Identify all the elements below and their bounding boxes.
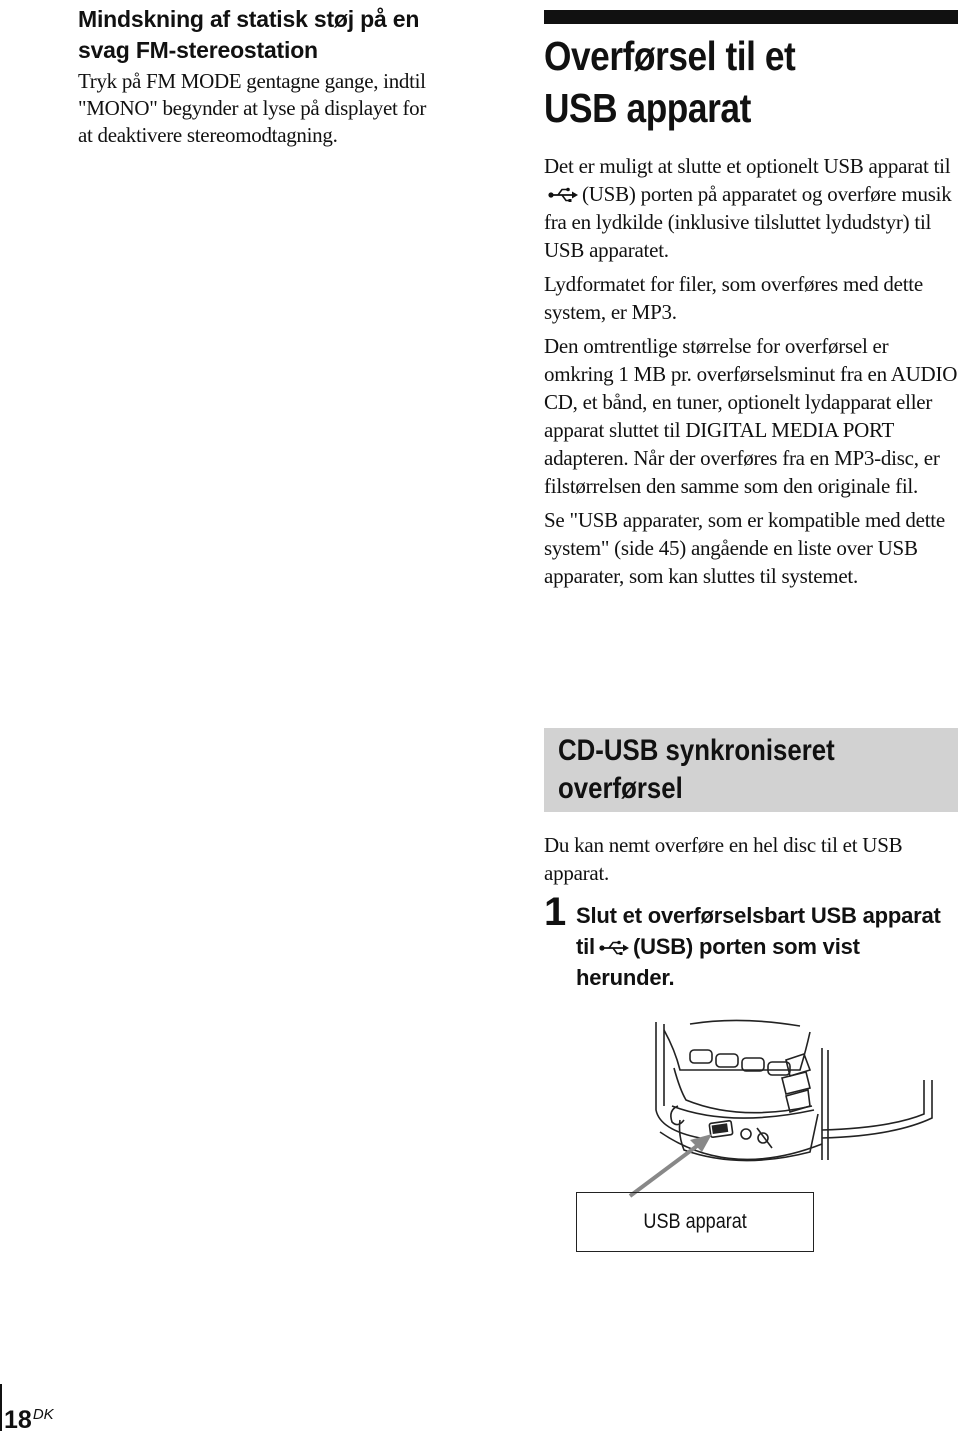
usb-icon [548, 187, 578, 203]
page-edge-rule [0, 1384, 2, 1431]
intro-p1-after: (USB) porten på apparatet og overføre musik fra en lydkilde (inklusive tilsluttet lydudstyr) til USB apparatet. [544, 182, 952, 262]
page-title-line1: Overførsel til et [544, 33, 796, 79]
callout-label: USB apparat [643, 1210, 747, 1233]
page-title [544, 30, 900, 134]
step-text-after: (USB) porten som vist herunder. [576, 934, 860, 990]
left-body-line1: Tryk på FM MODE gentagne gange, indtil [78, 69, 426, 93]
step-number: 1 [544, 890, 567, 934]
intro-paragraph-2: Lydformatet for filer, som overføres med dette system, er MP3. [544, 272, 923, 324]
intro-paragraph-1 [544, 152, 960, 264]
left-body-line3: at deaktivere stereomodtagning. [78, 123, 338, 147]
step-text-before: Slut et overførselsbart USB apparat til [576, 903, 941, 959]
intro-paragraph-3: Den omtrentlige størrelse for overførsel er omkring 1 MB pr. overførselsminut fra en AUDIO CD, et bånd, en tuner, optionelt lydapparat eller apparat sluttet til DIGITAL MEDIA PORT adapteren. Når der overføres fra en MP3-disc, er filstørrelsen den samme som den originale fil. [544, 334, 958, 498]
page-number [4, 1400, 54, 1435]
usb-icon [599, 940, 629, 956]
left-heading [78, 4, 518, 66]
page-number-suffix: DK [32, 1406, 54, 1423]
intro-text [544, 152, 960, 596]
left-heading-line2: svag FM-stereostation [78, 37, 318, 63]
section-body-text: Du kan nemt overføre en hel disc til et USB apparat. [544, 833, 903, 885]
left-column [78, 4, 518, 149]
page-number-value: 18 [4, 1406, 32, 1434]
section-top-bar [544, 10, 958, 24]
callout-usb-apparat [576, 1192, 814, 1252]
section-title [558, 732, 835, 808]
section-title-line2: overførsel [558, 772, 683, 805]
step-text [576, 900, 960, 993]
left-heading-line1: Mindskning af statisk støj på en [78, 6, 420, 32]
intro-paragraph-4: Se "USB apparater, som er kompatible med dette system" (side 45) angående en liste over USB apparater, som kan sluttes til systemet. [544, 508, 945, 588]
left-body [78, 68, 518, 149]
page-title-line2: USB apparat [544, 85, 751, 131]
left-body-line2: "MONO" begynder at lyse på displayet for [78, 96, 427, 120]
section-body [544, 831, 960, 887]
section-title-line1: CD-USB synkroniseret [558, 734, 835, 767]
section-heading-box [544, 728, 958, 812]
intro-p1-before: Det er muligt at slutte et optionelt USB apparat til [544, 154, 951, 178]
